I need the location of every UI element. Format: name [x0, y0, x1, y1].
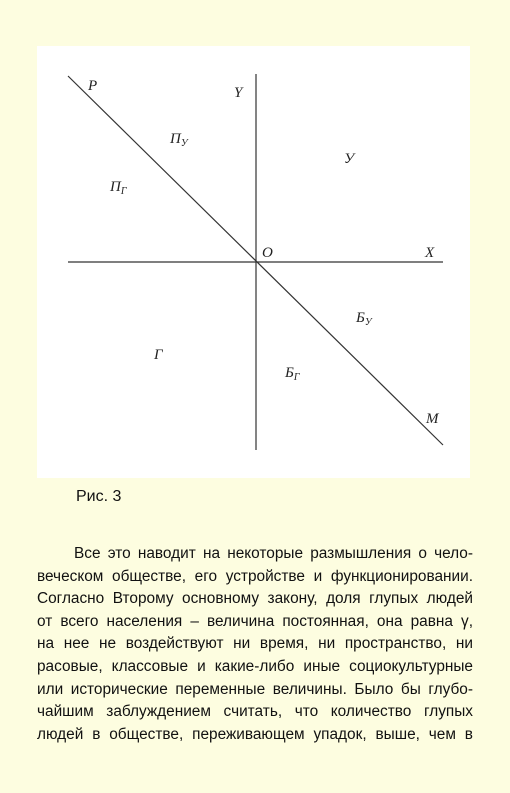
- label-pu-main: П: [170, 131, 181, 147]
- text-line: Согласно Второму основному закону, доля глупых людей: [37, 590, 473, 608]
- label-u: У: [344, 151, 355, 167]
- label-x-axis: X: [425, 245, 435, 261]
- label-bu: [356, 311, 372, 328]
- text-line: чайшим заблуждением считать, что количество глупых: [37, 703, 473, 721]
- figure-diagram: [37, 46, 470, 478]
- label-pg: [110, 180, 127, 197]
- text-line: Все это наводит на некоторые размышления о чело-: [74, 545, 473, 562]
- body-paragraph: [37, 543, 473, 746]
- label-y-axis: Y: [234, 85, 243, 101]
- diagram-svg: [37, 46, 470, 478]
- label-bg-main: Б: [285, 365, 294, 381]
- figure-caption: Рис. 3: [76, 488, 122, 505]
- text-line: веческом обществе, его устройстве и функционировании.: [37, 567, 473, 585]
- label-pg-main: П: [110, 179, 121, 195]
- label-pu-sub: У: [180, 138, 188, 149]
- label-bg-sub: Г: [293, 372, 300, 383]
- text-line: на нее не воздействуют ни время, ни пространство, ни: [37, 635, 473, 653]
- text-line: от всего населения – величина постоянная, она равна γ,: [37, 612, 473, 630]
- label-pg-sub: Г: [120, 186, 127, 197]
- label-p: P: [88, 78, 98, 94]
- label-bg: [285, 366, 300, 383]
- text-line: расовые, классовые и какие-либо иные социокультурные: [37, 657, 473, 675]
- text-line: или исторические переменные величины. Было бы глубо-: [37, 680, 473, 698]
- label-m: M: [426, 411, 439, 427]
- label-bu-sub: У: [364, 317, 372, 328]
- label-origin: O: [262, 245, 273, 261]
- text-line: людей в обществе, переживающем упадок, выше, чем в: [37, 725, 473, 743]
- label-pu: [170, 132, 188, 149]
- label-bu-main: Б: [356, 310, 365, 326]
- label-g: Г: [154, 347, 163, 363]
